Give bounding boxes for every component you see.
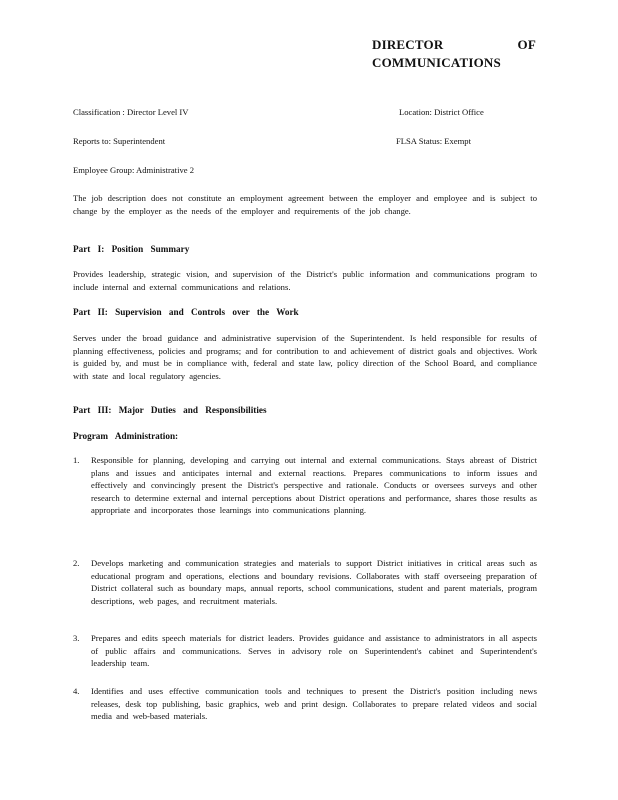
classification: Classification : Director Level IV <box>73 107 189 117</box>
intro-paragraph: The job description does not constitute an employment agreement between the employer and employee and is subject to change by the employer as the needs of the employer and requirements of the job change. <box>73 193 537 216</box>
list-item-text: Develops marketing and communication strategies and materials to support District initiatives in critical areas such as educational program and operations, elections and boundary revisions. Collaborates with staff overseeing preparation of District collateral such as boundary maps, annual reports, school communications, student and parent materials, program descriptions, web pages, and recruitment materials. <box>91 558 537 606</box>
location: Location: District Office <box>399 107 484 117</box>
part3-heading: Part III: Major Duties and Responsibilities <box>73 405 267 415</box>
document-title-line1: DIRECTOR OF <box>372 37 536 52</box>
list-item-text: Identifies and uses effective communication tools and techniques to present the District's position including news releases, desk top publishing, basic graphics, web and print design. Collaborates to prepare related videos and social media and web-based materials. <box>91 686 537 722</box>
part1-text: Provides leadership, strategic vision, and supervision of the District's public information and communications program to include internal and external communications and relations. <box>73 269 537 292</box>
list-item-text: Prepares and edits speech materials for district leaders. Provides guidance and assistance to administrators in all aspects of public affairs and communications. Serves in advisory role on Superintendent's cabinet and Superintendent's leadership team. <box>91 633 537 669</box>
part2-text: Serves under the broad guidance and administrative supervision of the Superintendent. Is held responsible for results of planning effectiveness, policies and programs; and for contribution to and achievement of district goals and objectives. Work is guided by, and must be in compliance with, federal and state law, policy direction of the School Board, and compliance with state and local regulatory agencies. <box>73 333 537 381</box>
list-item-text: Responsible for planning, developing and carrying out internal and external communications. Stays abreast of District plans and issues and anticipates internal and external reactions. Prepares communications to inform issues and effectively and convincingly present the District's perspective and rationale. Conducts or oversees surveys and other research to determine external and internal perceptions about District operations and performance, shares those results as appropriate and incorporates those learnings into communications planning. <box>91 455 537 516</box>
part1-heading: Part I: Position Summary <box>73 244 190 254</box>
part2-heading: Part II: Supervision and Controls over the Work <box>73 307 299 317</box>
program-admin-heading: Program Administration: <box>73 431 179 441</box>
list-item-number: 4. <box>73 686 80 696</box>
list-item-number: 1. <box>73 455 80 465</box>
list-item-number: 2. <box>73 558 80 568</box>
employee-group: Employee Group: Administrative 2 <box>73 165 195 175</box>
flsa-status: FLSA Status: Exempt <box>396 136 471 146</box>
reports-to: Reports to: Superintendent <box>73 136 166 146</box>
document-title-line2: COMMUNICATIONS <box>372 55 501 70</box>
list-item-number: 3. <box>73 633 80 643</box>
